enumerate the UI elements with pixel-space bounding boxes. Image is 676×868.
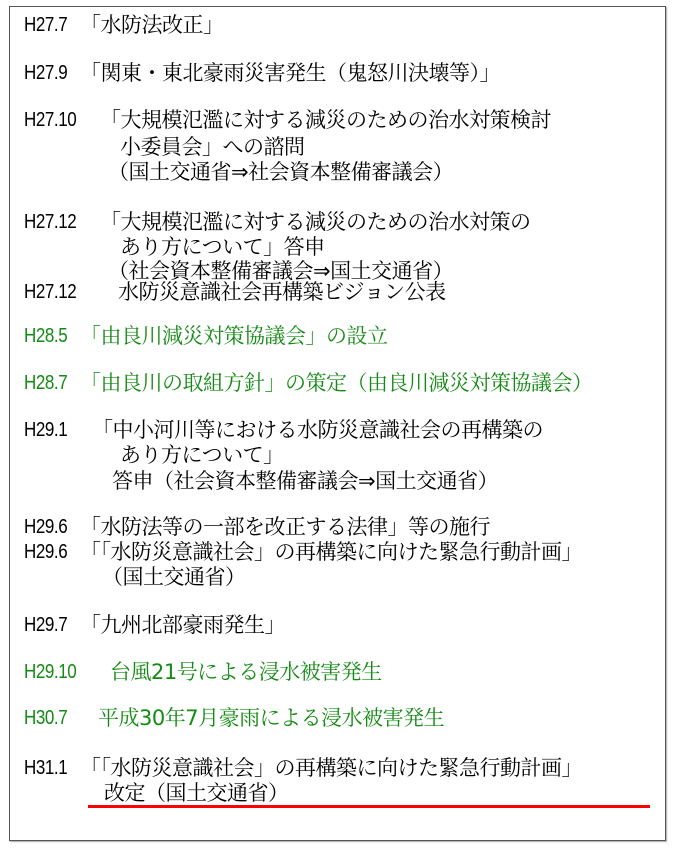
entry-date: H27.7 [24,14,68,36]
entry-date: H29.10 [24,661,77,683]
red-underline [88,805,650,808]
entry-text: 「大規模氾濫に対する減災のための治水対策の [100,210,531,234]
entry-date: H29.6 [24,516,68,538]
entry-text: 「「水防災意識社会」の再構築に向けた緊急行動計画」 [80,540,582,564]
entry-text: 改定（国土交通省） [104,781,289,805]
entry-text: 平成30年7月豪雨による浸水被害発生 [98,706,445,730]
entry-text: 「中小河川等における水防災意識社会の再構築の [92,418,543,442]
entry-date: H30.7 [24,707,68,729]
entry-text: 「水防法等の一部を改正する法律」等の施行 [80,515,490,539]
entry-text: あり方について」 [120,443,284,467]
entry-text: 水防災意識社会再構築ビジョン公表 [118,280,446,304]
entry-text: （国土交通省⇒社会資本整備審議会） [108,160,454,184]
entry-date: H29.1 [24,419,68,441]
entry-date: H29.6 [24,541,68,563]
entry-text: 小委員会」への諮問 [120,135,305,159]
entry-text: 「「水防災意識社会」の再構築に向けた緊急行動計画」 [80,756,582,780]
entry-text: 「九州北部豪雨発生」 [80,613,285,637]
entry-date: H27.9 [24,62,68,84]
entry-text: 台風21号による浸水被害発生 [110,660,382,684]
entry-text: 「水防法改正」 [80,13,224,37]
entry-text: 答申（社会資本整備審議会⇒国土交通省） [112,469,499,493]
entry-date: H28.7 [24,372,68,394]
entry-date: H27.12 [24,281,77,303]
entry-date: H27.10 [24,109,77,131]
entry-text: （国土交通省） [102,565,246,589]
entry-date: H31.1 [24,757,68,779]
entry-text: 「由良川減災対策協議会」の設立 [80,324,388,348]
entry-date: H29.7 [24,614,68,636]
entry-text: （社会資本整備審議会⇒国土交通省） [108,259,454,283]
entry-date: H28.5 [24,325,68,347]
entry-text: 「由良川の取組方針」の策定（由良川減災対策協議会） [80,371,593,395]
entry-text: 「大規模氾濫に対する減災のための治水対策検討 [100,108,551,132]
entry-text: 「関東・東北豪雨災害発生（鬼怒川決壊等）」 [80,61,500,85]
entry-text: あり方について」答申 [120,235,325,259]
entry-date: H27.12 [24,211,77,233]
